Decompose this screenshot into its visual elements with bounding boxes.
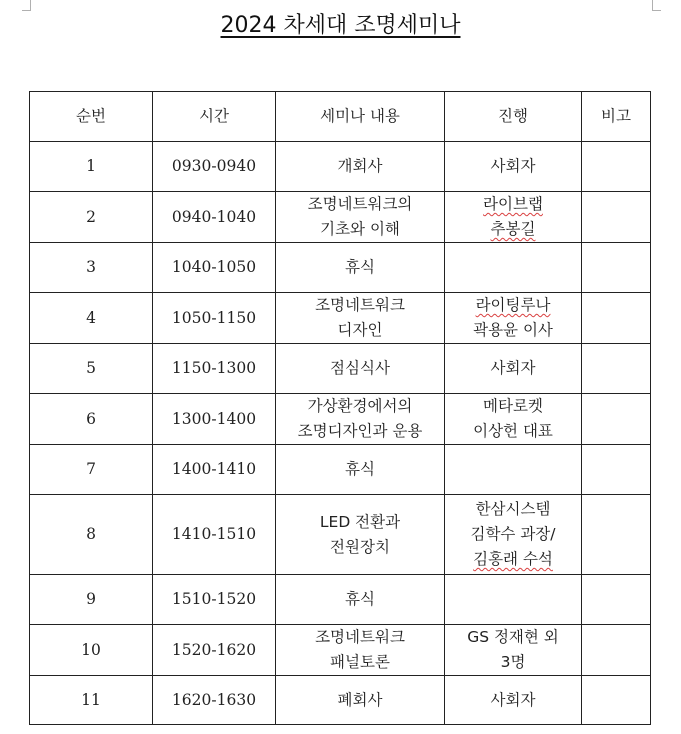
cell-content bbox=[276, 495, 445, 575]
cell-content bbox=[276, 575, 445, 625]
table-row bbox=[30, 142, 651, 192]
seminar-schedule-table bbox=[29, 91, 651, 725]
cell-time: 1040-1050 bbox=[153, 243, 276, 293]
host-line: 이상헌 대표 bbox=[473, 422, 553, 440]
host-line: 사회자 bbox=[490, 690, 536, 709]
content-line: 디자인 bbox=[337, 321, 383, 339]
header-note: 비고 bbox=[582, 92, 651, 142]
cell-time: 1620-1630 bbox=[153, 676, 276, 725]
host-line: GS 정재현 외 bbox=[467, 628, 559, 646]
cell-content bbox=[276, 394, 445, 445]
host-line: 곽용윤 이사 bbox=[473, 321, 553, 339]
cell-note bbox=[582, 625, 651, 676]
table-row bbox=[30, 676, 651, 725]
content-line: 휴식 bbox=[345, 590, 375, 608]
content-line: 폐회사 bbox=[337, 690, 383, 709]
cell-no: 5 bbox=[30, 344, 153, 394]
cell-time: 0930-0940 bbox=[153, 142, 276, 192]
cell-content bbox=[276, 293, 445, 344]
content-line: 기초와 이해 bbox=[320, 220, 400, 238]
cell-host bbox=[445, 394, 582, 445]
cell-time: 1400-1410 bbox=[153, 445, 276, 495]
cell-content bbox=[276, 243, 445, 293]
content-line: 전원장치 bbox=[330, 537, 390, 556]
host-line: 한삼시스템 bbox=[475, 500, 551, 518]
cell-no: 4 bbox=[30, 293, 153, 344]
content-line: 휴식 bbox=[345, 460, 375, 478]
cell-host bbox=[445, 293, 582, 344]
cell-host bbox=[445, 575, 582, 625]
cell-note bbox=[582, 142, 651, 192]
table-row bbox=[30, 293, 651, 344]
page-title-text: 2024 차세대 조명세미나 bbox=[220, 13, 461, 38]
content-line: 가상환경에서의 bbox=[307, 397, 413, 415]
cell-note bbox=[582, 676, 651, 725]
cell-time: 1410-1510 bbox=[153, 495, 276, 575]
table-row bbox=[30, 192, 651, 243]
cell-host bbox=[445, 445, 582, 495]
header-content: 세미나 내용 bbox=[276, 92, 445, 142]
table-row bbox=[30, 344, 651, 394]
cell-note bbox=[582, 575, 651, 625]
cell-host bbox=[445, 676, 582, 725]
cell-no: 1 bbox=[30, 142, 153, 192]
table-row bbox=[30, 243, 651, 293]
host-line: 김홍래 수석 bbox=[473, 550, 553, 568]
cell-content bbox=[276, 676, 445, 725]
cell-no: 2 bbox=[30, 192, 153, 243]
cell-content bbox=[276, 192, 445, 243]
cell-note bbox=[582, 445, 651, 495]
cell-no: 9 bbox=[30, 575, 153, 625]
cell-no: 8 bbox=[30, 495, 153, 575]
host-line: 3명 bbox=[500, 653, 526, 671]
header-host: 진행 bbox=[445, 92, 582, 142]
cell-no: 10 bbox=[30, 625, 153, 676]
cell-note bbox=[582, 394, 651, 445]
content-line: 조명디자인과 운용 bbox=[297, 422, 423, 440]
cell-host bbox=[445, 625, 582, 676]
cell-time: 1510-1520 bbox=[153, 575, 276, 625]
cell-note bbox=[582, 344, 651, 394]
host-line: 사회자 bbox=[490, 157, 536, 175]
table-row bbox=[30, 445, 651, 495]
cell-time: 1150-1300 bbox=[153, 344, 276, 394]
cell-host bbox=[445, 243, 582, 293]
table-row bbox=[30, 575, 651, 625]
cell-content bbox=[276, 625, 445, 676]
cell-note bbox=[582, 293, 651, 344]
content-line: 조명네트워크의 bbox=[307, 195, 413, 213]
cell-host bbox=[445, 495, 582, 575]
cell-time: 1520-1620 bbox=[153, 625, 276, 676]
table-row bbox=[30, 495, 651, 575]
header-no: 순번 bbox=[30, 92, 153, 142]
cell-host bbox=[445, 192, 582, 243]
cell-host bbox=[445, 344, 582, 394]
host-line: 추봉길 bbox=[490, 220, 536, 238]
cell-note bbox=[582, 495, 651, 575]
cell-no: 11 bbox=[30, 676, 153, 725]
cell-time: 0940-1040 bbox=[153, 192, 276, 243]
header-time: 시간 bbox=[153, 92, 276, 142]
cell-no: 3 bbox=[30, 243, 153, 293]
host-line: 메타로켓 bbox=[483, 397, 543, 415]
content-line: LED 전환과 bbox=[319, 512, 401, 531]
content-line: 패널토론 bbox=[330, 653, 390, 671]
host-line: 사회자 bbox=[490, 359, 536, 377]
cell-no: 7 bbox=[30, 445, 153, 495]
cell-note bbox=[582, 243, 651, 293]
cell-no: 6 bbox=[30, 394, 153, 445]
table-header-row bbox=[30, 92, 651, 142]
content-line: 개회사 bbox=[337, 157, 383, 175]
page-title bbox=[0, 10, 681, 42]
content-line: 조명네트워크 bbox=[315, 628, 405, 646]
host-line: 김학수 과장/ bbox=[470, 525, 556, 543]
table-row bbox=[30, 394, 651, 445]
content-line: 점심식사 bbox=[330, 359, 390, 377]
cell-time: 1300-1400 bbox=[153, 394, 276, 445]
host-line: 라이브랩 bbox=[483, 195, 543, 213]
cell-time: 1050-1150 bbox=[153, 293, 276, 344]
table-row bbox=[30, 625, 651, 676]
cell-content bbox=[276, 142, 445, 192]
cell-note bbox=[582, 192, 651, 243]
cell-host bbox=[445, 142, 582, 192]
content-line: 휴식 bbox=[345, 258, 375, 276]
content-line: 조명네트워크 bbox=[315, 296, 405, 314]
cell-content bbox=[276, 445, 445, 495]
host-line: 라이팅루나 bbox=[475, 296, 551, 314]
cell-content bbox=[276, 344, 445, 394]
